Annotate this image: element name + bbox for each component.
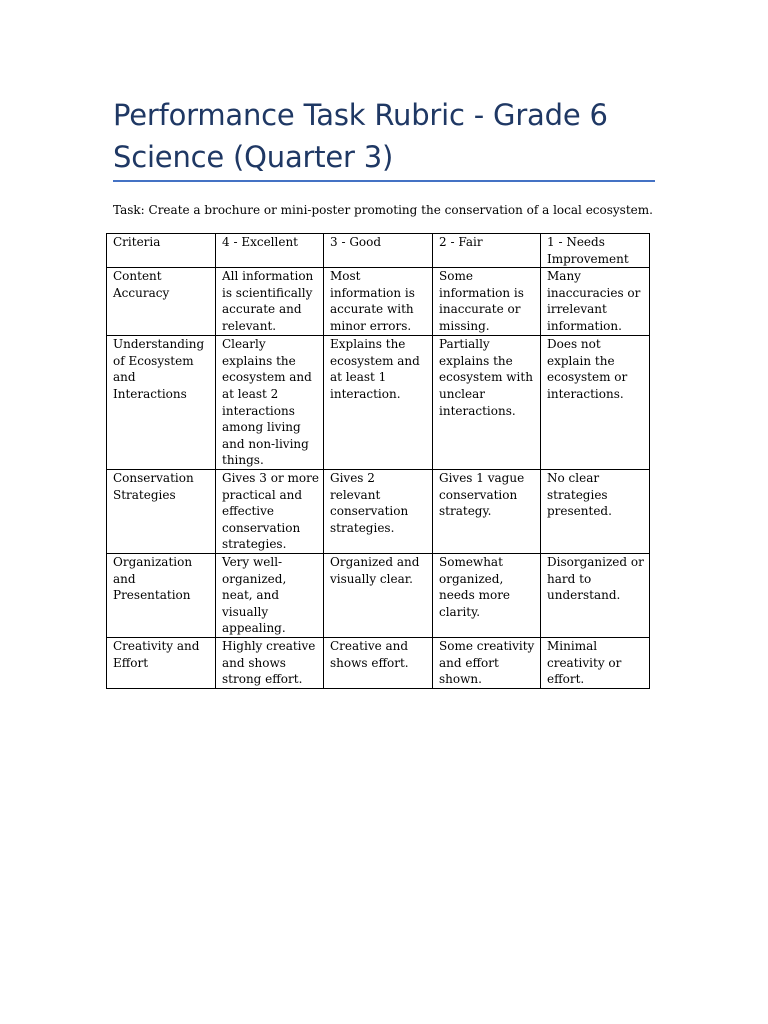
table-row bbox=[107, 336, 650, 470]
excellent-cell: Gives 3 or more practical and effective conservation strategies. bbox=[216, 469, 324, 553]
table-row bbox=[107, 637, 650, 688]
task-description: Task: Create a brochure or mini-poster promoting the conservation of a local ecosystem. bbox=[113, 203, 653, 217]
excellent-cell: Clearly explains the ecosystem and at least 2 interactions among living and non-living things. bbox=[216, 336, 324, 470]
table-row bbox=[107, 553, 650, 637]
header-fair: 2 - Fair bbox=[433, 234, 541, 268]
header-good: 3 - Good bbox=[324, 234, 433, 268]
good-cell: Gives 2 relevant conservation strategies. bbox=[324, 469, 433, 553]
good-cell: Explains the ecosystem and at least 1 interaction. bbox=[324, 336, 433, 470]
rubric-header-row bbox=[107, 234, 650, 268]
criteria-cell: Content Accuracy bbox=[107, 268, 216, 336]
good-cell: Creative and shows effort. bbox=[324, 637, 433, 688]
needs-improvement-cell: Disorganized or hard to understand. bbox=[541, 553, 650, 637]
header-criteria: Criteria bbox=[107, 234, 216, 268]
needs-improvement-cell: No clear strategies presented. bbox=[541, 469, 650, 553]
fair-cell: Some information is inaccurate or missing. bbox=[433, 268, 541, 336]
excellent-cell: Highly creative and shows strong effort. bbox=[216, 637, 324, 688]
page-title: Performance Task Rubric - Grade 6 Science (Quarter 3) bbox=[113, 98, 608, 174]
title-underline bbox=[113, 180, 655, 182]
fair-cell: Somewhat organized, needs more clarity. bbox=[433, 553, 541, 637]
criteria-cell: Organization and Presentation bbox=[107, 553, 216, 637]
rubric-table bbox=[106, 233, 650, 689]
table-row bbox=[107, 469, 650, 553]
fair-cell: Partially explains the ecosystem with unclear interactions. bbox=[433, 336, 541, 470]
table-row bbox=[107, 268, 650, 336]
fair-cell: Some creativity and effort shown. bbox=[433, 637, 541, 688]
fair-cell: Gives 1 vague conservation strategy. bbox=[433, 469, 541, 553]
needs-improvement-cell: Minimal creativity or effort. bbox=[541, 637, 650, 688]
criteria-cell: Creativity and Effort bbox=[107, 637, 216, 688]
good-cell: Most information is accurate with minor errors. bbox=[324, 268, 433, 336]
criteria-cell: Understanding of Ecosystem and Interactions bbox=[107, 336, 216, 470]
needs-improvement-cell: Many inaccuracies or irrelevant information. bbox=[541, 268, 650, 336]
header-excellent: 4 - Excellent bbox=[216, 234, 324, 268]
good-cell: Organized and visually clear. bbox=[324, 553, 433, 637]
needs-improvement-cell: Does not explain the ecosystem or interactions. bbox=[541, 336, 650, 470]
header-needs-improvement: 1 - Needs Improvement bbox=[541, 234, 650, 268]
excellent-cell: All information is scientifically accurate and relevant. bbox=[216, 268, 324, 336]
excellent-cell: Very well-organized, neat, and visually appealing. bbox=[216, 553, 324, 637]
criteria-cell: Conservation Strategies bbox=[107, 469, 216, 553]
